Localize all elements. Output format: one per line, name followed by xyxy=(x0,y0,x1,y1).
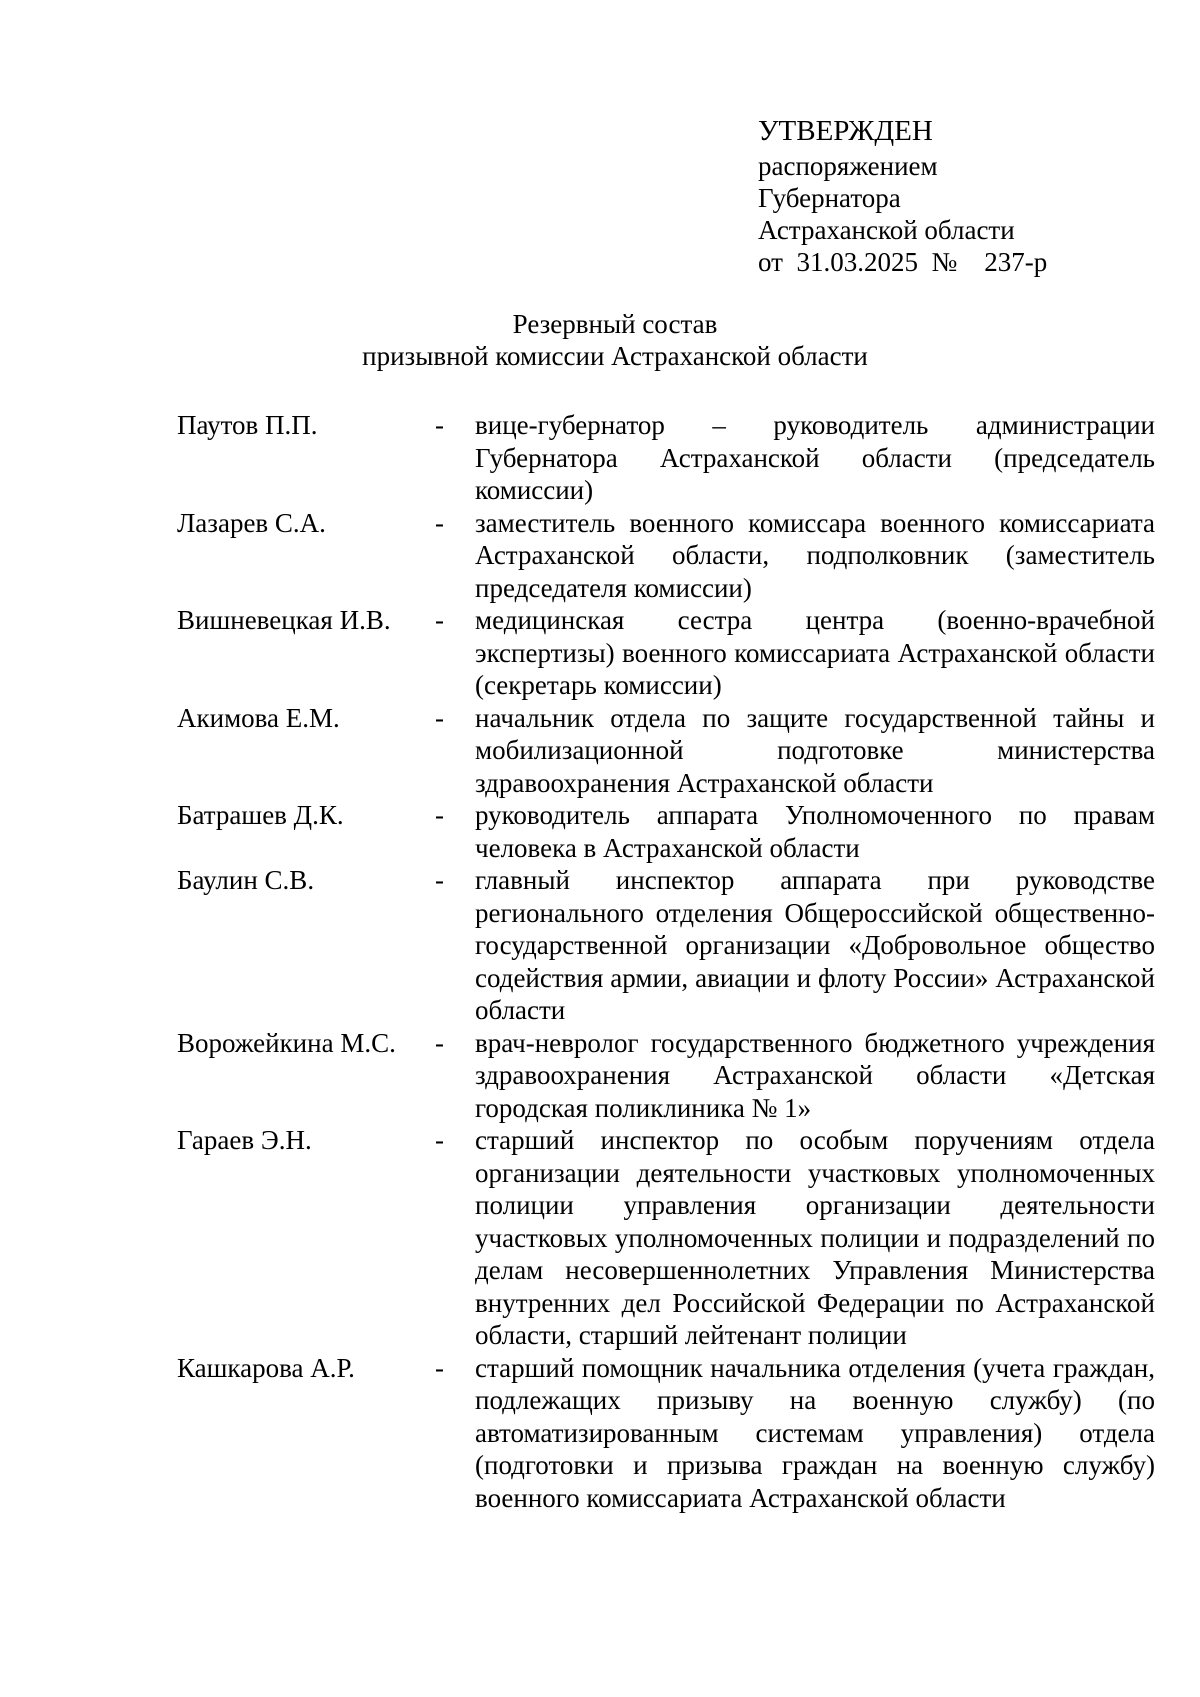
title-line-1: Резервный состав xyxy=(512,309,718,339)
member-dash: - xyxy=(435,1125,444,1155)
member-role: медицинская сестра центра (военно-врачебной экспертизы) военного комиссариата Астраханской области (секретарь комиссии) xyxy=(475,605,1155,700)
member-row xyxy=(177,1027,1155,1125)
member-role: вице-губернатор – руководитель администрации Губернатора Астраханской области (председатель комиссии) xyxy=(475,410,1155,505)
member-dash: - xyxy=(435,800,444,830)
member-name: Паутов П.П. xyxy=(177,410,318,440)
document-title xyxy=(0,308,1200,372)
member-row xyxy=(177,799,1155,864)
member-role: заместитель военного комиссара военного комиссариата Астраханской области, подполковник (заместитель председателя комиссии) xyxy=(475,507,1155,603)
member-row xyxy=(177,864,1155,1027)
member-name: Ворожейкина М.С. xyxy=(177,1027,396,1058)
member-role: руководитель аппарата Уполномоченного по правам человека в Астраханской области xyxy=(475,800,1155,863)
member-dash: - xyxy=(435,1027,444,1058)
member-row xyxy=(177,1124,1155,1352)
member-dash: - xyxy=(435,605,444,635)
members-list xyxy=(177,409,1155,1514)
member-role: врач-невролог государственного бюджетного учреждения здравоохранения Астраханской области «Детская городская поликлиника № 1» xyxy=(475,1027,1155,1123)
member-row xyxy=(177,604,1155,702)
approval-date-number: от 31.03.2025 № 237-р xyxy=(758,247,1048,277)
member-role: начальник отдела по защите государственной тайны и мобилизационной подготовке министерства здравоохранения Астраханской области xyxy=(475,702,1155,798)
approval-line-region: Астраханской области xyxy=(758,215,1015,245)
member-dash: - xyxy=(435,865,444,895)
member-dash: - xyxy=(435,702,444,733)
member-row xyxy=(177,1352,1155,1515)
member-name: Гараев Э.Н. xyxy=(177,1125,312,1155)
member-role: главный инспектор аппарата при руководстве регионального отделения Общероссийской общественно-государственной организации «Добровольное общество содействия армии, авиации и флоту России» Астраханской области xyxy=(475,865,1155,1025)
member-name: Баулин С.В. xyxy=(177,865,315,895)
title-line-2: призывной комиссии Астраханской области xyxy=(362,341,868,371)
approval-heading: УТВЕРЖДЕН xyxy=(758,115,933,147)
member-row xyxy=(177,507,1155,605)
member-dash: - xyxy=(435,410,444,440)
member-role: старший помощник начальника отделения (учета граждан, подлежащих призыву на военную службу) (по автоматизированным системам управления) отдела (подготовки и призыва граждан на военную службу) военного комиссариата Астраханской области xyxy=(475,1352,1155,1513)
member-row xyxy=(177,409,1155,507)
member-name: Кашкарова А.Р. xyxy=(177,1352,355,1383)
member-dash: - xyxy=(435,507,444,538)
member-name: Вишневецкая И.В. xyxy=(177,605,391,635)
member-name: Акимова Е.М. xyxy=(177,702,340,733)
member-name: Лазарев С.А. xyxy=(177,507,326,538)
approval-line-governor: Губернатора xyxy=(758,183,901,213)
approval-line-order: распоряжением xyxy=(758,151,938,181)
member-name: Батрашев Д.К. xyxy=(177,800,344,830)
member-role: старший инспектор по особым поручениям отдела организации деятельности участковых уполномоченных полиции управления организации деятельности участковых уполномоченных полиции и подразделений по делам несовершеннолетних Управления Министерства внутренних дел Российской Федерации по Астраханской области, старший лейтенант полиции xyxy=(475,1125,1155,1350)
member-dash: - xyxy=(435,1352,444,1383)
member-row xyxy=(177,702,1155,800)
approval-stamp-block xyxy=(758,112,1047,278)
